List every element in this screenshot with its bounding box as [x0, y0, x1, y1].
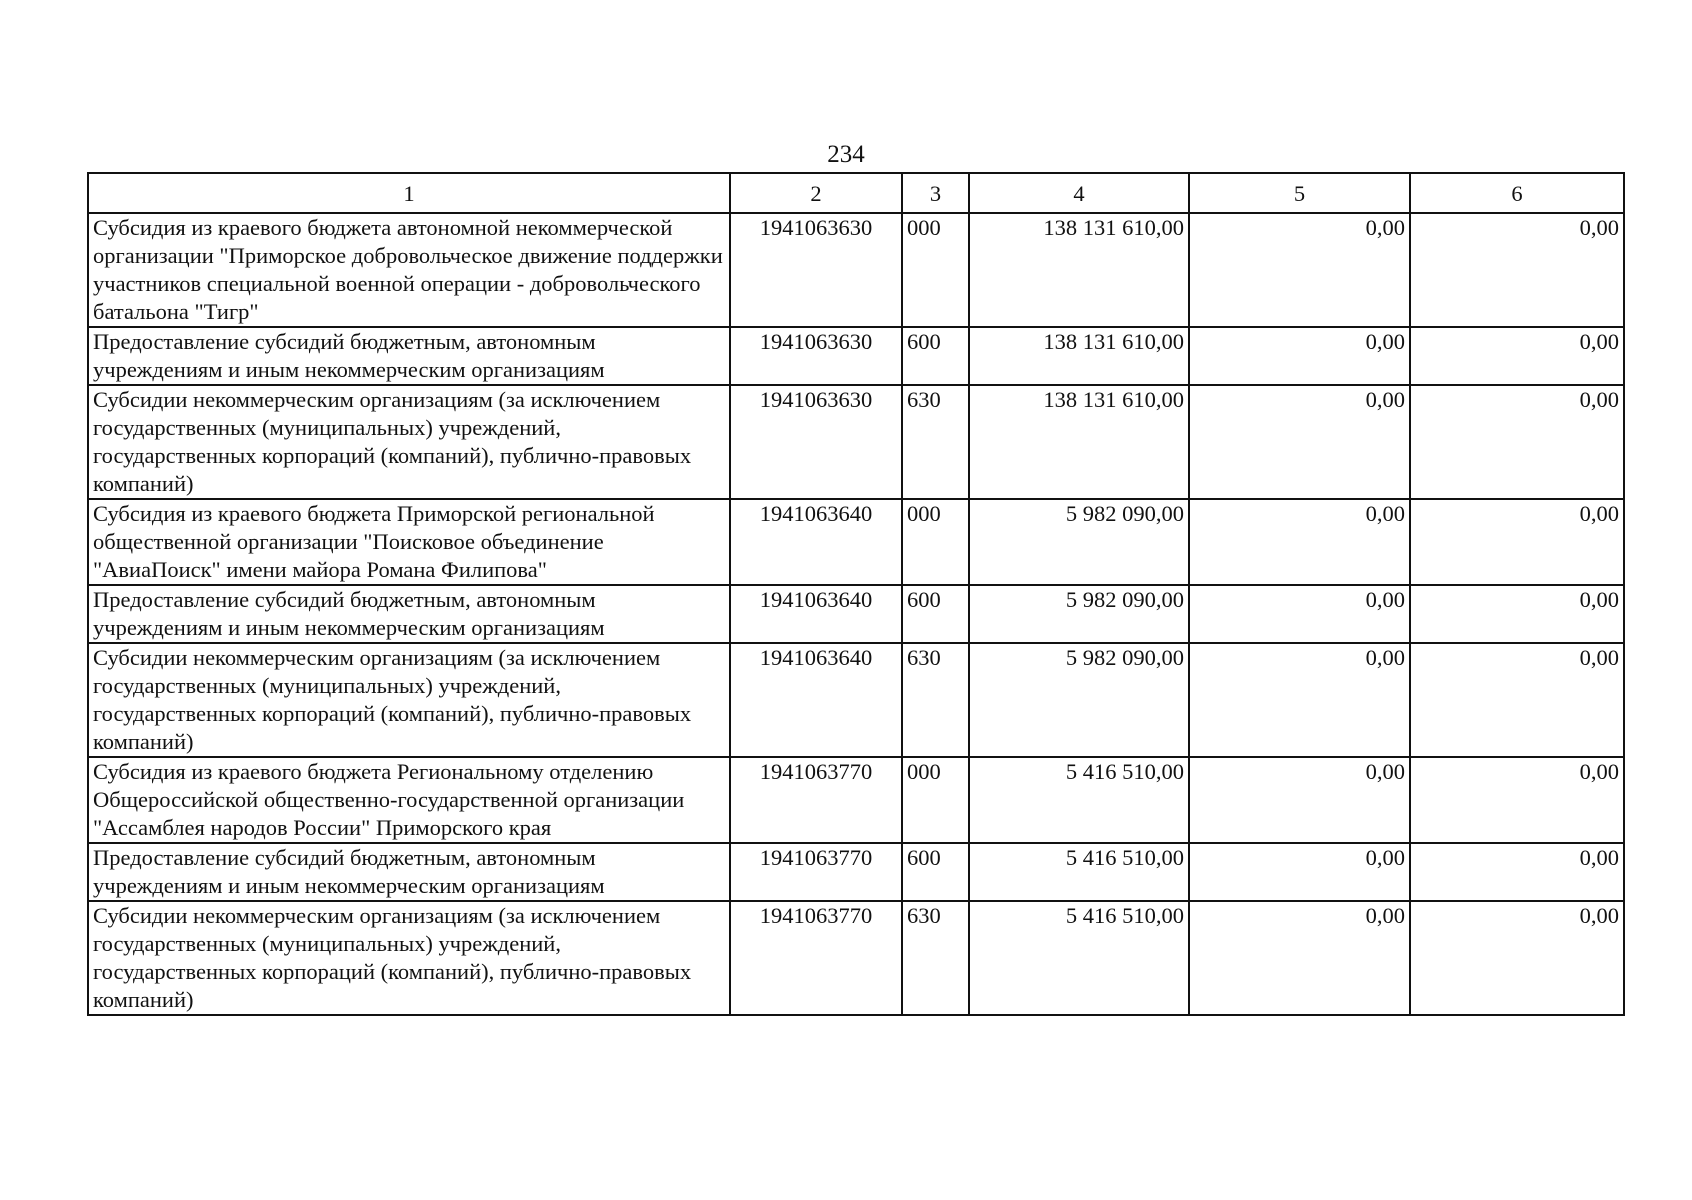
row-amount-col4: 138 131 610,00: [969, 385, 1189, 499]
row-amount-col5: 0,00: [1189, 385, 1410, 499]
row-amount-col5: 0,00: [1189, 585, 1410, 643]
table-row: [88, 643, 1624, 757]
column-header-1: 1: [88, 173, 730, 213]
row-amount-col6: 0,00: [1410, 843, 1624, 901]
row-amount-col5: 0,00: [1189, 843, 1410, 901]
page-number: 234: [827, 141, 865, 168]
row-expense-type: 600: [902, 843, 969, 901]
row-name: Субсидии некоммерческим организациям (за исключением государственных (муниципальных) учреждений, государственных корпораций (компаний), публично-правовых компаний): [88, 901, 730, 1015]
row-name: Предоставление субсидий бюджетным, автономным учреждениям и иным некоммерческим организациям: [88, 327, 730, 385]
row-amount-col4: 5 416 510,00: [969, 901, 1189, 1015]
row-amount-col5: 0,00: [1189, 757, 1410, 843]
row-amount-col6: 0,00: [1410, 499, 1624, 585]
row-target-code: 1941063640: [730, 499, 902, 585]
row-name: Субсидия из краевого бюджета Приморской региональной общественной организации "Поисковое объединение "АвиаПоиск" имени майора Романа Филипова": [88, 499, 730, 585]
row-amount-col5: 0,00: [1189, 213, 1410, 327]
column-header-2: 2: [730, 173, 902, 213]
row-amount-col4: 5 416 510,00: [969, 757, 1189, 843]
row-target-code: 1941063770: [730, 757, 902, 843]
table-row: [88, 757, 1624, 843]
row-expense-type: 630: [902, 643, 969, 757]
budget-table: [87, 172, 1625, 1016]
header-row: [88, 173, 1624, 213]
row-amount-col6: 0,00: [1410, 585, 1624, 643]
row-target-code: 1941063770: [730, 843, 902, 901]
row-expense-type: 630: [902, 385, 969, 499]
row-name: Субсидии некоммерческим организациям (за исключением государственных (муниципальных) учреждений, государственных корпораций (компаний), публично-правовых компаний): [88, 643, 730, 757]
row-name: Предоставление субсидий бюджетным, автономным учреждениям и иным некоммерческим организациям: [88, 585, 730, 643]
row-target-code: 1941063770: [730, 901, 902, 1015]
row-target-code: 1941063630: [730, 213, 902, 327]
table-row: [88, 585, 1624, 643]
row-name: Субсидия из краевого бюджета автономной некоммерческой организации "Приморское добровольческое движение поддержки участников специальной военной операции - добровольческого батальона "Тигр": [88, 213, 730, 327]
row-expense-type: 000: [902, 757, 969, 843]
row-amount-col6: 0,00: [1410, 901, 1624, 1015]
row-name: Субсидия из краевого бюджета Региональному отделению Общероссийской общественно-государственной организации "Ассамблея народов России" Приморского края: [88, 757, 730, 843]
row-amount-col4: 5 982 090,00: [969, 585, 1189, 643]
column-header-6: 6: [1410, 173, 1624, 213]
column-header-3: 3: [902, 173, 969, 213]
row-target-code: 1941063630: [730, 385, 902, 499]
row-expense-type: 000: [902, 499, 969, 585]
row-amount-col6: 0,00: [1410, 385, 1624, 499]
row-amount-col6: 0,00: [1410, 213, 1624, 327]
row-amount-col5: 0,00: [1189, 901, 1410, 1015]
row-expense-type: 630: [902, 901, 969, 1015]
row-amount-col4: 5 416 510,00: [969, 843, 1189, 901]
table-row: [88, 213, 1624, 327]
row-name: Предоставление субсидий бюджетным, автономным учреждениям и иным некоммерческим организациям: [88, 843, 730, 901]
row-amount-col5: 0,00: [1189, 327, 1410, 385]
row-amount-col4: 5 982 090,00: [969, 499, 1189, 585]
row-amount-col6: 0,00: [1410, 327, 1624, 385]
row-expense-type: 600: [902, 585, 969, 643]
table-row: [88, 843, 1624, 901]
row-target-code: 1941063630: [730, 327, 902, 385]
table-row: [88, 499, 1624, 585]
column-header-5: 5: [1189, 173, 1410, 213]
row-target-code: 1941063640: [730, 585, 902, 643]
row-amount-col4: 138 131 610,00: [969, 327, 1189, 385]
row-amount-col4: 138 131 610,00: [969, 213, 1189, 327]
row-amount-col6: 0,00: [1410, 643, 1624, 757]
row-amount-col5: 0,00: [1189, 643, 1410, 757]
row-amount-col5: 0,00: [1189, 499, 1410, 585]
row-name: Субсидии некоммерческим организациям (за исключением государственных (муниципальных) учреждений, государственных корпораций (компаний), публично-правовых компаний): [88, 385, 730, 499]
row-target-code: 1941063640: [730, 643, 902, 757]
row-expense-type: 600: [902, 327, 969, 385]
row-expense-type: 000: [902, 213, 969, 327]
column-header-4: 4: [969, 173, 1189, 213]
table-row: [88, 385, 1624, 499]
row-amount-col6: 0,00: [1410, 757, 1624, 843]
row-amount-col4: 5 982 090,00: [969, 643, 1189, 757]
table-row: [88, 327, 1624, 385]
table-row: [88, 901, 1624, 1015]
